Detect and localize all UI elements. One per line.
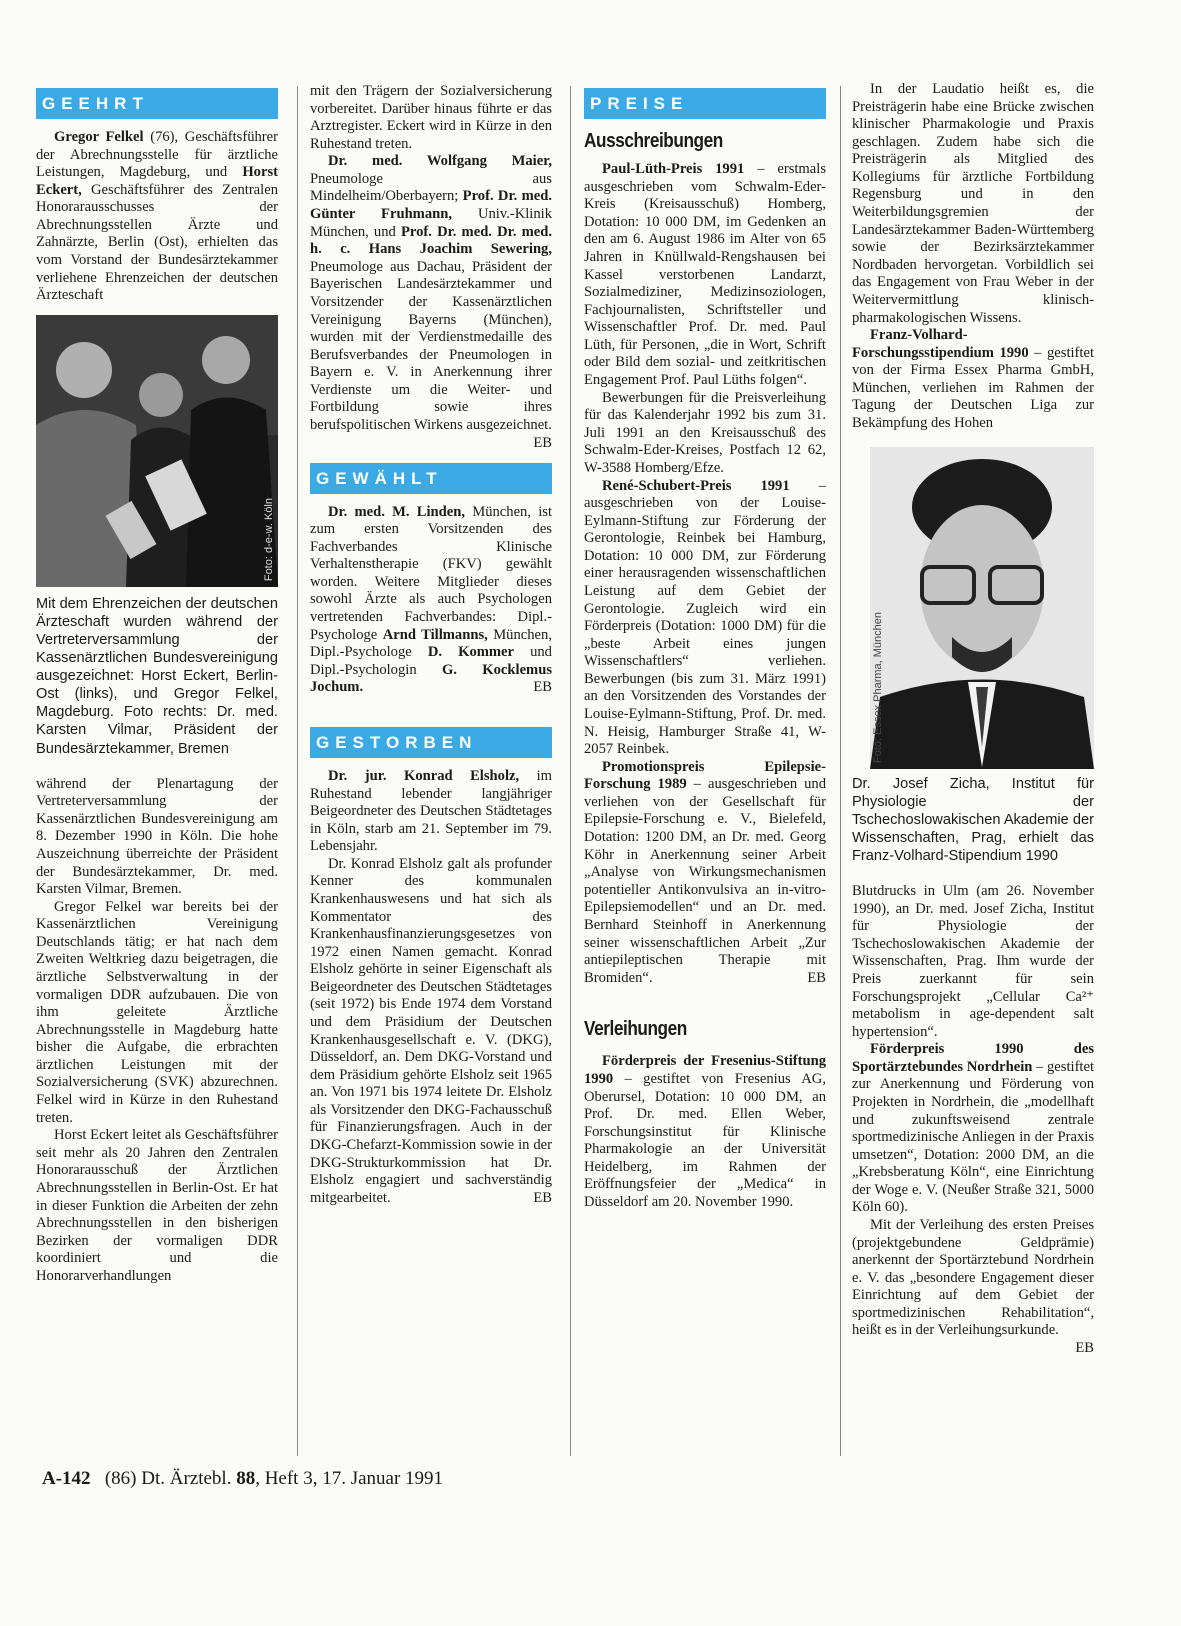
text: Pneumologe aus Mindelheim/Oberbayern;	[310, 170, 552, 205]
person-name: Gregor Felkel	[54, 129, 144, 145]
paragraph	[36, 129, 278, 305]
text: Dr. Konrad Elsholz galt als profunder Kenner des kommunalen Krankenhauswesens und hat sich als Kommentator des Krankenhausfinanzierungsgesetzes von 1972 einen Namen gemacht. Konrad Elsholz gehörte in seiner Eigenschaft als Beigeordneter des Deutschen Städtetages (seit 1972) bis Ende 1974 dem Vorstand und dem Präsidium der Deutschen Krankenhausgesellschaft e. V. (DKG), Düsseldorf, an. Dem DKG-Vorstand und dem Präsidium gehörte Elsholz seit 1965 an. Von 1971 bis 1974 leitete Dr. Elsholz als Vorsitzender den DKG-Fachausschuß für Finanzierungsfragen. Auch in der DKG-Chefarzt-Kommission sowie in der DKG-Strukturkommission hat Dr. Elsholz engagiert und sachverständig mitgearbeitet.	[310, 855, 552, 1206]
paragraph	[852, 1217, 1094, 1357]
paragraph	[310, 856, 552, 1208]
signature: EB	[533, 679, 552, 696]
prize-name: Paul-Lüth-Preis 1991	[602, 161, 745, 178]
paragraph: Horst Eckert leitet als Geschäftsführer seit mehr als 20 Jahren den Zentralen Honorarausschuß der Ärztlichen Abrechnungsstellen in Berlin-Ost. Er hat in dieser Funktion die Arbeiten der zehn Abrechnungsstellen in den bisherigen Bezirken der vormaligen DDR koordiniert und die Honorarverhandlungen	[36, 1127, 278, 1284]
text: und Dipl.-Psychologin	[310, 644, 552, 678]
section-header-preise: PREISE	[584, 88, 826, 119]
signature: EB	[533, 434, 552, 451]
paragraph	[584, 161, 826, 390]
paragraph	[584, 478, 826, 759]
subheading-ausschreibungen: Ausschreibungen	[584, 130, 723, 152]
column-1	[36, 88, 278, 1285]
prize-name: Förderpreis der Fresenius-Stiftung 1990	[584, 1053, 826, 1087]
text: im Ruhestand lebender langjähriger Beigeordneter des Deutschen Städtetages in Köln, starb am 21. September im 79. Lebensjahr.	[310, 767, 552, 855]
text: Mit der Verleihung des ersten Preises (projektgebundene Geldprämie) anerkennt der Sportärztebund Nordrhein e. V. das „besondere Engagement dieser Einrichtung auf dem Gebiet der sportmedizinischen Rehabilitation“, heißt es in der Verleihungsurkunde.	[852, 1217, 1094, 1339]
signature: EB	[533, 1189, 552, 1206]
paragraph	[310, 768, 552, 856]
photo-caption: Dr. Josef Zicha, Institut für Physiologie der Tschechoslowakischen Akademie der Wissenschaften, Prag, erhielt das Franz-Volhard-Stipendium 1990	[852, 775, 1094, 864]
person-name: Arnd Tillmanns,	[382, 626, 488, 643]
paragraph	[852, 327, 1094, 432]
prize-name: Förderpreis 1990 des Sportärztebundes Nordrhein	[852, 1041, 1094, 1075]
paragraph	[310, 504, 552, 697]
text: – erstmals ausgeschrieben vom Schwalm-Eder-Kreis (Kreisausschuß) Homberg, Dotation: 10 000 DM, im Gedenken an den am 6. August 1986 im Alter von 65 Jahren in Knüllwald-Rengshausen bei Kassel verstorbenen Landarzt, Sozialmediziner, Medizinsoziologen, Fachjournalisten, Schriftsteller und Wissenschaftler Prof. Dr. med. Paul Lüth, für Personen, „die in Wort, Schrift oder Bild dem sozial- und zeitkritischen Engagement Prof. Paul Lüths folgen“.	[584, 161, 826, 389]
paragraph	[584, 1053, 826, 1211]
column-2	[310, 83, 552, 1207]
photo-credit: Foto: Essex Pharma, München	[872, 611, 884, 763]
section-header-gestorben: GESTORBEN	[310, 727, 552, 758]
group-photo	[36, 315, 278, 587]
signature: EB	[1075, 1340, 1094, 1357]
prize-name: Franz-Volhard-Forschungsstipendium 1990	[852, 327, 1029, 361]
paragraph: Blutdrucks in Ulm (am 26. November 1990), an Dr. med. Josef Zicha, Institut für Physiologie der Tschechoslowakischen Akademie der Wissenschaften, Prag. Ihm wurde der Preis zuerkannt für sein Forschungsprojekt „Cellular Ca²⁺ metabolism in age-dependent salt hypertension“.	[852, 883, 1094, 1040]
person-name: Dr. med. M. Linden,	[328, 503, 466, 520]
column-rule	[570, 86, 571, 1456]
text: München, Dipl.-Psychologe	[310, 626, 552, 661]
person-name: Dr. med. Wolfgang Maier,	[328, 153, 552, 170]
volume-number: 88	[236, 1468, 256, 1489]
paragraph: Gregor Felkel war bereits bei der Kassenärztlichen Vereinigung Deutschlands tätig; er hat nach dem Zweiten Weltkrieg dazu beigetragen, die ärztliche Selbstverwaltung in der vormaligen DDR aufzubauen. Die von ihm geleitete Ärztliche Abrechnungsstelle in Magdeburg hatte bisher die Aufgabe, die erbrachten ärztlichen Leistungen mit der Sozialversicherung (SVK) abzurechnen. Felkel wird in Kürze in den Ruhestand treten.	[36, 898, 278, 1126]
section-header-gewaehlt: GEWÄHLT	[310, 463, 552, 494]
text: – ausgeschrieben von der Louise-Eylmann-Stiftung zur Förderung der Gerontologie, Reinbek bei Hamburg, Dotation: 10 000 DM, zur Förderung einer herausragenden wissenschaftlichen Leistung auf dem Gebiet der Gerontologie. Zugleich wird ein Förderpreis (Dotation: 1000 DM) für die „beste Arbeit eines jungen Wissenschaftlers“ verliehen. Bewerbungen (bis zum 31. März 1991) an den Vorsitzenden des Vorstandes der Louise-Eylmann-Stiftung, Prof. Dr. med. N. Heisig, Hamburger Straße 41, W-2057 Reinbek.	[584, 477, 826, 758]
page-footer	[42, 1468, 443, 1490]
paragraph: In der Laudatio heißt es, die Preisträgerin habe eine Brücke zwischen klinischer Pharmakologie und Praxis geschlagen. Zudem habe sich die Preisträgerin als Mitglied des Kollegiums für ärztliche Fortbildung Regensburg und in den Weiterbildungsgremien der Landesärztekammer Baden-Württemberg sowie der Bezirksärztekammer Nordbaden hervorgetan. Vorbildlich sei das Engagement von Frau Weber in der Weitervermittlung klinisch-pharmakologischen Wissens.	[852, 81, 1094, 326]
text: – gestiftet zur Anerkennung und Förderung von Projekten in Nordrhein, die „modellhaft und zukunftsweisend zentrale sportmedizinische Anliegen in der Praxis umsetzen“, Dotation: 2000 DM, an die „Krebsberatung Köln“, eine Einrichtung der Woge e. V. (Neußer Straße 321, 5000 Köln 60).	[852, 1058, 1095, 1216]
text: Univ.-Klinik München, und	[310, 206, 552, 240]
paragraph	[584, 759, 826, 988]
text: Geschäftsführer des Zentralen Honorarausschusses der Abrechnungsstellen Ärzte und Zahnärzte, Berlin (Ost), erhielten das vom Vorstand der Bundesärztekammer verliehene Ehrenzeichen der deutschen Ärzteschaft	[36, 181, 278, 304]
photo-credit: Foto: d-e-w. Köln	[262, 497, 275, 581]
journal-ref: (86) Dt. Ärztebl.	[104, 1468, 237, 1489]
paragraph	[310, 153, 552, 451]
column-rule	[297, 86, 298, 1456]
person-name: Horst Eckert,	[36, 164, 278, 198]
paragraph	[852, 1041, 1094, 1217]
portrait-photo-image	[870, 447, 1094, 769]
subheading-verleihungen: Verleihungen	[584, 1018, 687, 1041]
issue-date: , Heft 3, 17. Januar 1991	[255, 1468, 444, 1489]
text: – gestiftet von der Firma Essex Pharma GmbH, München, verliehen im Rahmen der Tagung der Deutschen Liga zur Bekämpfung des Hohen	[852, 344, 1094, 431]
page-number: A-142	[42, 1468, 91, 1489]
prize-name: René-Schubert-Preis 1991	[602, 477, 790, 494]
group-photo-image	[36, 315, 278, 587]
person-name: D. Kommer	[427, 644, 515, 661]
prize-name: Promotionspreis Epilepsie-Forschung 1989	[584, 758, 826, 793]
text: (76), Geschäftsführer der Abrechnungsstelle für ärztliche Leistungen, Magdeburg, und	[36, 129, 278, 181]
section-header-geehrt: GEEHRT	[36, 88, 278, 119]
person-name: Prof. Dr. med. Günter Fruhmann,	[310, 188, 552, 223]
column-4	[852, 81, 1094, 1358]
paragraph: mit den Trägern der Sozialversicherung vorbereitet. Darüber hinaus führte er das Arztregister. Eckert wird in Kürze in den Ruhestand treten.	[310, 83, 552, 152]
text: München, ist zum ersten Vorsitzenden des Fachverbandes Klinische Verhaltenstherapie (FKV) gewählt worden. Weitere Mitglieder dieses sowohl Ärzte als auch Psychologen vertretenden Fachverbandes: Dipl.-Psychologe	[310, 503, 552, 643]
signature: EB	[807, 969, 826, 986]
person-name: G. Kocklemus Jochum.	[310, 661, 553, 696]
text: – gestiftet von Fresenius AG, Oberursel, Dotation: 10 000 DM, an Prof. Dr. med. Ellen Weber, Forschungsinstitut für Klinische Pharmakologie an der Universität Heidelberg, im Rahmen der Eröffnungsfeier der „Medica“ in Düsseldorf am 20. November 1990.	[584, 1070, 826, 1210]
column-rule	[840, 86, 841, 1456]
person-name: Dr. jur. Konrad Elsholz,	[328, 767, 520, 784]
column-3	[584, 88, 826, 1212]
paragraph: Bewerbungen für die Preisverleihung für das Kalenderjahr 1992 bis zum 31. Juli 1991 an den Kreisausschuß des Schwalm-Eder-Kreises, Postfach 12 62, W-3588 Homberg/Efze.	[584, 389, 826, 476]
text: Pneumologe aus Dachau, Präsident der Bayerischen Landesärztekammer und Vorsitzender der Kassenärztlichen Vereinigung Bayerns (München), wurden mit der Verdienstmedaille des Berufsverbandes der Pneumologen in Bayern e. V. in Anerkennung ihrer Verdienste um die Weiter- und Fortbildung sowie ihres berufspolitischen Wirkens ausgezeichnet.	[310, 258, 552, 433]
portrait-photo	[870, 447, 1094, 769]
text: – ausgeschrieben und verliehen von der Gesellschaft für Epilepsie-Forschung e. V., Bielefeld, Dotation: 1200 DM, an Dr. med. Georg Köhr in Anerkennung seiner Arbeit „Analyse von Wirkungsmechanismen potentieller Antikonvulsiva an in-vitro-Epilepsiemodellen“ und an Dr. med. Bernhard Steinhoff in Anerkennung seiner wissenschaftlichen Arbeit „Zur antiepileptischen Therapie mit Bromiden“.	[584, 776, 827, 986]
photo-caption: Mit dem Ehrenzeichen der deutschen Ärzteschaft wurden während der Vertreterversammlung der Kassenärztlichen Bundesvereinigung ausgezeichnet: Horst Eckert, Berlin-Ost (links), und Gregor Felkel, Magdeburg. Foto rechts: Dr. med. Karsten Vilmar, Präsident der Bundesärztekammer, Bremen	[36, 595, 278, 757]
paragraph: während der Plenartagung der Vertreterversammlung der Kassenärztlichen Bundesvereinigung am 8. Dezember 1990 in Köln. Die hohe Auszeichnung überreichte der Präsident der Bundesärztekammer, Dr. med. Karsten Vilmar, Bremen.	[36, 775, 278, 898]
person-name: Prof. Dr. med. Dr. med. h. c. Hans Joachim Sewering,	[310, 223, 552, 258]
